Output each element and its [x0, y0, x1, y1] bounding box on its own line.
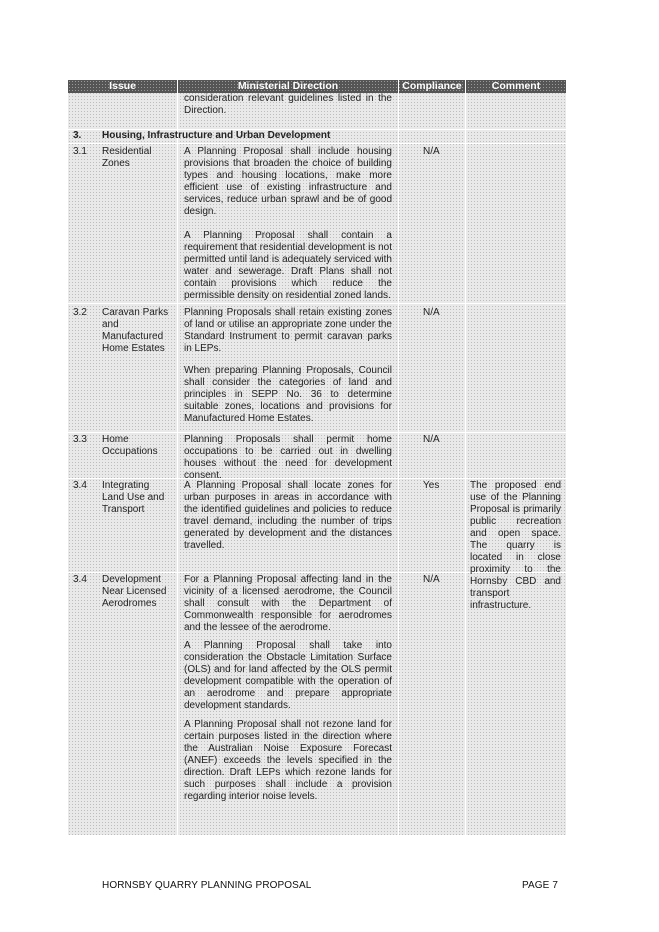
column-divider	[465, 93, 466, 835]
table-header	[68, 80, 566, 93]
row-divider	[68, 303, 566, 304]
row-divider	[68, 432, 566, 433]
row-issue: Residential Zones	[102, 146, 152, 169]
direction-paragraph: For a Planning Proposal affecting land in the vicinity of a licensed aerodrome, the Council shall consult with the Department of Commonwealth responsible for aerodromes and the lessee of the aerodrome.	[184, 574, 392, 633]
row-compliance: Yes	[423, 480, 440, 491]
header-ministerial-direction: Ministerial Direction	[177, 80, 398, 93]
direction-paragraph: Planning Proposals shall permit home occupations to be carried out in dwelling houses without the need for development consent.	[184, 434, 392, 481]
footer-title: HORNSBY QUARRY PLANNING PROPOSAL	[102, 880, 312, 891]
column-divider	[398, 93, 399, 835]
direction-paragraph: A Planning Proposal shall include housing provisions that broaden the choice of building types and housing locations, make more efficient use of existing infrastructure and services, reduce urban sprawl and be of good design.	[184, 146, 392, 217]
row-issue: Home Occupations	[102, 434, 158, 457]
column-divider	[177, 93, 178, 835]
direction-paragraph: When preparing Planning Proposals, Council shall consider the categories of land and principles in SEPP No. 36 to determine suitable zones, locations and provisions for Manufactured Home Estates.	[184, 365, 392, 424]
direction-paragraph: A Planning Proposal shall take into consideration the Obstacle Limitation Surface (OLS) and for land affected by the OLS permit development compatible with the operation of an aerodrome and prepare appropriate development standards.	[184, 640, 392, 711]
direction-paragraph: A Planning Proposal shall not rezone land for certain purposes listed in the direction where the Australian Noise Exposure Forecast (ANEF) exceeds the levels specified in the direction. Draft LEPs which rezone lands for such purposes shall include a provision regarding interior noise levels.	[184, 719, 392, 802]
section-title: Housing, Infrastructure and Urban Development	[102, 130, 331, 141]
row-number: 3.4	[73, 574, 87, 585]
row-issue: Integrating Land Use and Transport	[102, 480, 165, 515]
header-compliance: Compliance	[398, 80, 465, 93]
row-compliance: N/A	[423, 574, 440, 585]
row-number: 3.2	[73, 307, 87, 318]
direction-paragraph: A Planning Proposal shall locate zones for urban purposes in areas in accordance with the identified guidelines and policies to reduce travel demand, including the number of trips generated by development and the distances travelled.	[184, 480, 392, 551]
header-issue: Issue	[109, 80, 136, 92]
row-number: 3.4	[73, 480, 87, 491]
row-issue: Caravan Parks and Manufactured Home Estates	[102, 307, 169, 354]
row-number: 3.3	[73, 434, 87, 445]
direction-paragraph: A Planning Proposal shall contain a requirement that residential development is not permitted until land is adequately serviced with water and sewerage. Draft Plans shall not contain provisions which reduce the permissible density on residential zoned lands.	[184, 230, 392, 301]
row-compliance: N/A	[423, 146, 440, 157]
row-issue: Development Near Licensed Aerodromes	[102, 574, 167, 609]
section-number: 3.	[73, 130, 82, 141]
row-comment: The proposed end use of the Planning Proposal is primarily public recreation and open space. The quarry is located in close proximity to the Hornsby CBD and transport infrastructure.	[470, 480, 561, 611]
row-number: 3.1	[73, 146, 87, 157]
row-divider	[68, 143, 566, 144]
footer-page-number: PAGE 7	[522, 880, 558, 891]
row-compliance: N/A	[423, 307, 440, 318]
header-comment: Comment	[465, 80, 566, 93]
direction-paragraph: Planning Proposals shall retain existing zones of land or utilise an appropriate zone under the Standard Instrument to permit caravan parks in LEPs.	[184, 307, 392, 354]
row-compliance: N/A	[423, 434, 440, 445]
continuation-text: consideration relevant guidelines listed in the Direction.	[184, 93, 392, 116]
